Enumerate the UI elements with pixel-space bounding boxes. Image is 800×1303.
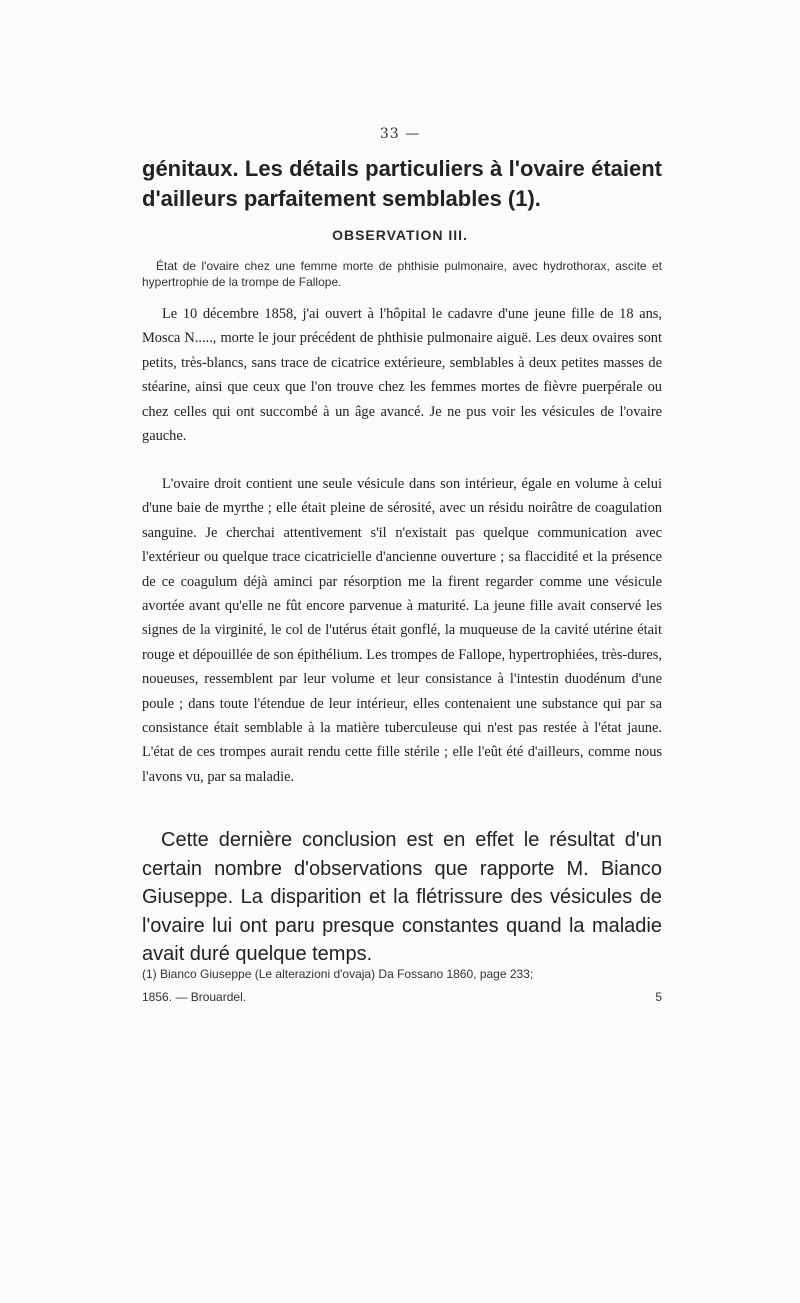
observation-subtitle: État de l'ovaire chez une femme morte de phthisie pulmonaire, avec hydrothorax, ascite et hypertrophie de la trompe de Fallope. [142,259,662,289]
footer-sheet-number: 5 [655,990,662,1004]
observation-heading: OBSERVATION III. [332,227,468,243]
footer-signature: 1856. — Brouardel. [142,990,247,1004]
conclusion-paragraph: Cette dernière conclusion est en effet le résultat d'un certain nombre d'observations que rapporte M. Bianco Giuseppe. La disparition et la flétrissure des vésicules de l'ovaire lui ont paru presque constantes quand la maladie avait duré quelque temps. [142,829,662,965]
intro-paragraph: génitaux. Les détails particuliers à l'ovaire étaient d'ailleurs parfaitement semblables (1). [142,156,662,211]
page-number: 33 — [379,126,421,142]
observation-paragraph-2: L'ovaire droit contient une seule vésicule dans son intérieur, égale en volume à celui d'une baie de myrthe ; elle était pleine de sérosité, avec un résidu noirâtre de coagulation sanguine. Je cherchai attentivement s'il n'existait pas quelque communication avec l'extérieur ou quelque trace cicatricielle d'ancienne ouverture ; sa flaccidité et la présence de ce coagulum déjà aminci par résorption me la firent regarder comme une vésicule avortée avant qu'elle ne fût encore parvenue à maturité. La jeune fille avait conservé les signes de la virginité, le col de l'utérus était gonflé, la muqueuse de la cavité utérine était rouge et dépouillée de son épithélium. Les trompes de Fallope, hypertrophiées, très-dures, noueuses, ressemblent par leur volume et leur consistance à l'intestin duodénum d'une poule ; dans toute l'étendue de leur intérieur, elles contenaient une substance qui par sa consistance était semblable à la matière tuberculeuse qui n'est pas restée à l'état jaune. L'état de ces trompes aurait rendu cette fille stérile ; elle l'eût été d'ailleurs, comme nous l'avons vu, par sa maladie. [142,476,662,785]
page-footer [142,990,662,1004]
observation-paragraph-1: Le 10 décembre 1858, j'ai ouvert à l'hôpital le cadavre d'une jeune fille de 18 ans, Mosca N....., morte le jour précédent de phthisie pulmonaire aiguë. Les deux ovaires sont petits, très-blancs, sans trace de cicatrice extérieure, semblables à deux petites masses de stéarine, ainsi que ceux que l'on trouve chez les femmes mortes de fièvre puerpérale ou chez celles qui ont succombé à un âge avancé. Je ne pus voir les vésicules de l'ovaire gauche. [142,306,662,445]
footnote: (1) Bianco Giuseppe (Le alterazioni d'ovaja) Da Fossano 1860, page 233; [142,967,534,981]
